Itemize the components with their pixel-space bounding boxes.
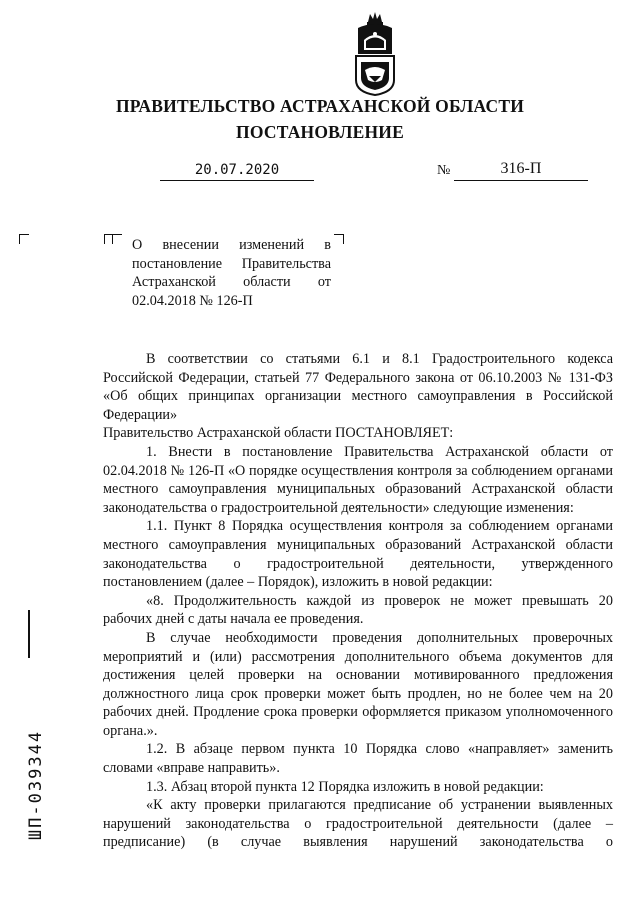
document-body: [103, 350, 613, 852]
government-name-heading: ПРАВИТЕЛЬСТВО АСТРАХАНСКОЙ ОБЛАСТИ: [115, 96, 525, 116]
item-8-extension-paragraph: В случае необходимости проведения дополнительных проверочных мероприятий и (или) рассмотрения дополнительного объема документов для достижения целей проверки на основании мотивированного предложения должностного лица срок проверки может быть продлен, но не более чем на 20 рабочих дней. Продление срока проверки оформляется приказом уполномоченного органа.».: [103, 629, 613, 739]
document-number: 316-П: [454, 160, 588, 181]
coat-of-arms-emblem: [352, 10, 398, 96]
item-12-paragraph: «К акту проверки прилагаются предписание об устранении выявленных нарушений законодательства о градостроительной деятельности (далее – предписание) (в случае выявления нарушений законодательства о: [103, 797, 613, 851]
item-1-2-paragraph: 1.2. В абзаце первом пункта 10 Порядка слово «направляет» заменить словами «вправе направить».: [103, 741, 613, 777]
subject-line: Астраханской области от: [132, 274, 331, 290]
subject-corner-mark-inner: [112, 234, 122, 244]
item-1-1-paragraph: 1.1. Пункт 8 Порядка осуществления контроля за соблюдением органами местного самоуправления муниципальных образований Астраханской области законодательства о градостроительной деятельности, утвержденного постановлением (далее – Порядок), изложить в новой редакции:: [103, 518, 613, 591]
left-corner-mark: [19, 234, 29, 244]
serial-code-text: ШП-039344: [26, 729, 46, 841]
document-type-heading: ПОСТАНОВЛЕНИЕ: [236, 122, 404, 142]
side-serial-code: [22, 700, 50, 870]
margin-vertical-line: [28, 610, 30, 658]
document-date: 20.07.2020: [160, 162, 314, 181]
subject-line: постановление Правительства: [132, 255, 331, 272]
resolves-paragraph: Правительство Астраханской области ПОСТАНОВЛЯЕТ:: [103, 425, 454, 442]
preamble-paragraph: В соответствии со статьями 6.1 и 8.1 Градостроительного кодекса Российской Федерации, статьей 77 Федерального закона от 06.10.2003 № 131-ФЗ «Об общих принципах организации местного самоуправления в Российской Федерации»: [103, 351, 613, 423]
number-label: №: [437, 163, 451, 178]
subject-line: О внесении изменений в: [132, 237, 331, 253]
item-1-paragraph: 1. Внести в постановление Правительства Астраханской области от 02.04.2018 № 126-П «О порядке осуществления контроля за соблюдением органами местного самоуправления муниципальных образований Астраханской области законодательства о градостроительной деятельности» следующие изменения:: [103, 443, 613, 516]
item-8-paragraph: «8. Продолжительность каждой из проверок не может превышать 20 рабочих дней с даты начала ее проведения.: [103, 592, 613, 628]
item-1-3-paragraph: 1.3. Абзац второй пункта 12 Порядка изложить в новой редакции:: [146, 778, 544, 795]
subject-line: 02.04.2018 № 126-П: [132, 292, 253, 309]
subject-corner-mark-right: [334, 234, 344, 244]
document-subject: [132, 236, 331, 310]
